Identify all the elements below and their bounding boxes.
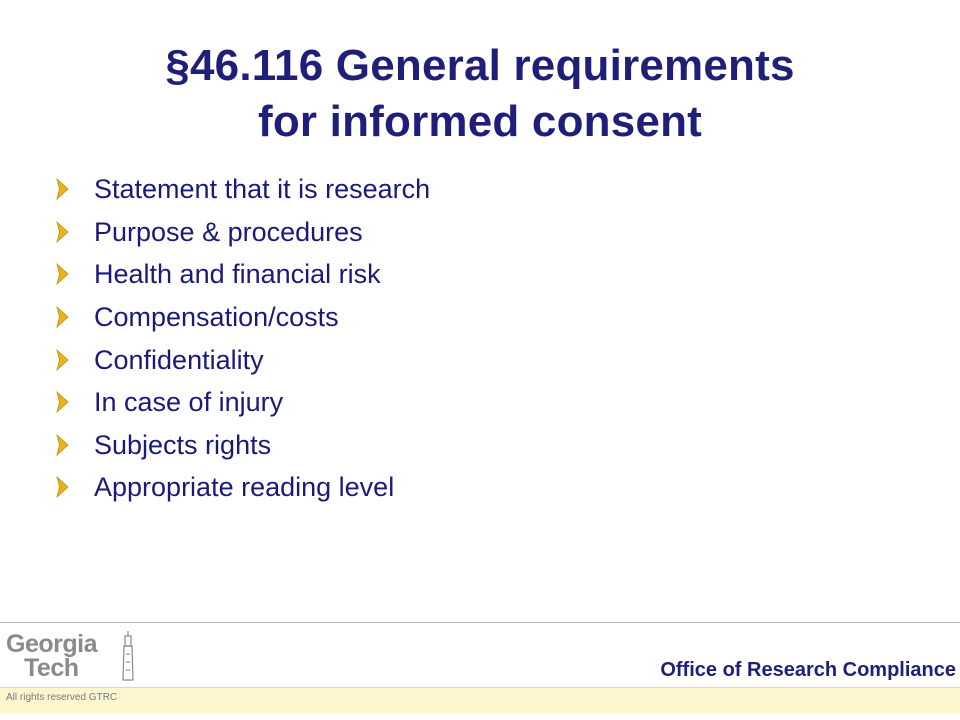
logo-word-tech: Tech xyxy=(24,654,79,682)
georgia-tech-logo xyxy=(6,628,138,684)
bullet-item xyxy=(56,253,430,296)
logo-word-georgia: Georgia xyxy=(6,630,97,658)
slide-title xyxy=(0,38,960,150)
chevron-right-icon xyxy=(56,263,70,285)
bullet-item xyxy=(56,424,430,467)
bullet-text: Statement that it is research xyxy=(94,174,431,205)
chevron-right-icon xyxy=(56,391,70,413)
bullet-text: Appropriate reading level xyxy=(94,472,395,503)
copyright-notice: All rights reserved GTRC xyxy=(6,692,118,703)
bullet-item xyxy=(56,168,430,211)
bullet-item xyxy=(56,381,430,424)
office-name: Office of Research Compliance xyxy=(660,659,956,681)
bullet-text: Purpose & procedures xyxy=(94,216,363,247)
bullet-item xyxy=(56,338,430,381)
bullet-text: Health and financial risk xyxy=(94,259,381,290)
bullet-text: Compensation/costs xyxy=(94,302,339,333)
chevron-right-icon xyxy=(56,476,70,498)
tower-icon xyxy=(119,630,137,682)
bullet-list xyxy=(56,168,430,509)
bullet-item xyxy=(56,211,430,254)
chevron-right-icon xyxy=(56,349,70,371)
bullet-item xyxy=(56,296,430,339)
bullet-item xyxy=(56,466,430,509)
bullet-text: Confidentiality xyxy=(94,344,264,375)
footer-bar xyxy=(0,687,960,714)
chevron-right-icon xyxy=(56,221,70,243)
chevron-right-icon xyxy=(56,306,70,328)
chevron-right-icon xyxy=(56,434,70,456)
slide-title-line-1: §46.116 General requirements xyxy=(165,41,795,90)
chevron-right-icon xyxy=(56,178,70,200)
bullet-text: Subjects rights xyxy=(94,429,272,460)
slide-title-line-2: for informed consent xyxy=(257,97,703,146)
bullet-text: In case of injury xyxy=(94,387,284,418)
